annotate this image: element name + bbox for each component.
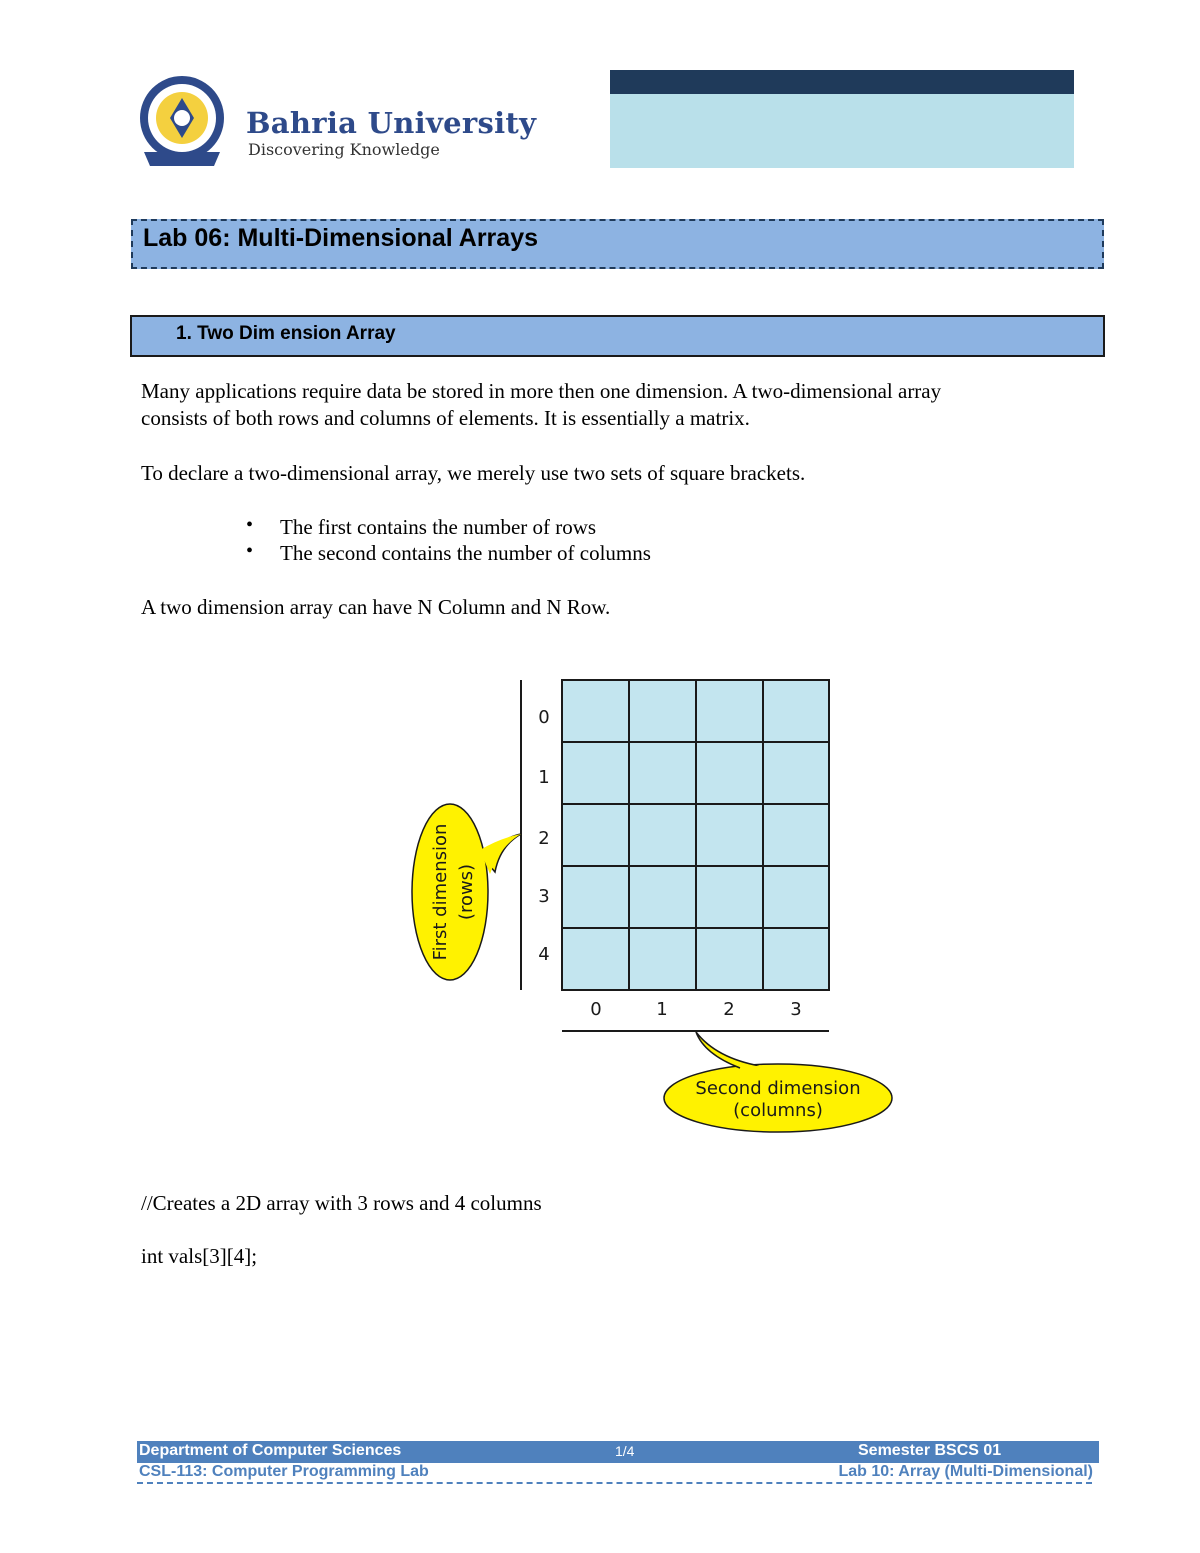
university-logo	[136, 70, 537, 170]
row-label: 2	[538, 828, 550, 849]
paragraph-line: Many applications require data be stored in more then one dimension. A two-dimensional array	[141, 379, 942, 403]
code-comment: //Creates a 2D array with 3 rows and 4 columns	[141, 1191, 542, 1215]
university-name: Bahria University	[246, 106, 537, 140]
code-declaration: int vals[3][4];	[141, 1244, 258, 1268]
bullet-text: The second contains the number of columns	[280, 541, 651, 565]
column-label: 1	[656, 999, 668, 1020]
first-dimension-sublabel: (rows)	[456, 863, 477, 921]
page-number: 1/4	[615, 1443, 635, 1459]
footer-bar	[137, 1441, 1099, 1463]
paragraph: To declare a two-dimensional array, we merely use two sets of square brackets.	[141, 461, 806, 485]
second-dimension-label: Second dimension	[695, 1078, 861, 1099]
footer-course: CSL-113: Computer Programming Lab	[139, 1463, 429, 1480]
footer-lab: Lab 10: Array (Multi-Dimensional)	[838, 1463, 1093, 1480]
section-heading-box	[130, 315, 1105, 357]
second-dimension-callout	[664, 1032, 892, 1132]
two-dimensional-array-diagram	[400, 670, 900, 1140]
header-bar-dark	[610, 70, 1074, 94]
university-crest-icon	[136, 70, 246, 170]
row-label: 4	[538, 944, 550, 965]
column-label: 2	[723, 999, 735, 1020]
paragraph: A two dimension array can have N Column and N Row.	[141, 595, 611, 619]
row-label: 0	[538, 707, 550, 728]
row-label: 1	[538, 767, 550, 788]
footer-second-line	[137, 1463, 1099, 1483]
header-bar-light	[610, 94, 1074, 168]
row-label: 3	[538, 886, 550, 907]
lab-title-box	[131, 219, 1104, 269]
bullet-text: The first contains the number of rows	[280, 515, 597, 539]
footer-divider	[137, 1482, 1092, 1484]
bullet-icon: •	[246, 514, 254, 536]
bullet-icon: •	[246, 540, 254, 562]
lab-title: Lab 06: Multi-Dimensional Arrays	[143, 224, 538, 252]
first-dimension-callout	[412, 804, 521, 980]
column-label: 0	[590, 999, 602, 1020]
row-labels	[538, 707, 549, 965]
first-dimension-label: First dimension	[430, 823, 451, 961]
university-tagline: Discovering Knowledge	[248, 140, 440, 159]
column-label: 3	[790, 999, 802, 1020]
section-heading: 1. Two Dim ension Array	[176, 323, 396, 344]
paragraph-line: consists of both rows and columns of elements. It is essentially a matrix.	[141, 406, 750, 430]
footer-semester: Semester BSCS 01	[858, 1442, 1002, 1459]
second-dimension-sublabel: (columns)	[733, 1100, 823, 1121]
array-diagram-svg	[400, 670, 900, 1140]
column-labels	[590, 999, 801, 1020]
footer-department: Department of Computer Sciences	[139, 1442, 402, 1459]
